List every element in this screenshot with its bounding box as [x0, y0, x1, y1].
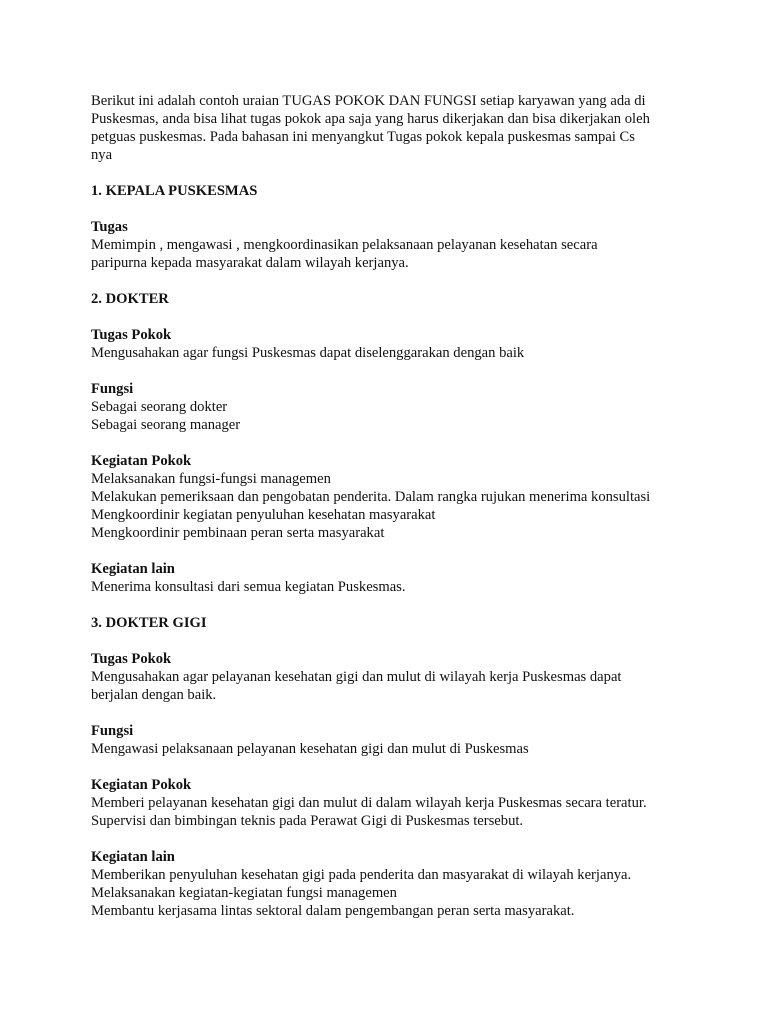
intro-line: Berikut ini adalah contoh uraian TUGAS POKOK DAN FUNGSI setiap karyawan yang ada di [91, 93, 646, 109]
intro-line: petguas puskesmas. Pada bahasan ini menyangkut Tugas pokok kepala puskesmas sampai Cs [91, 129, 635, 145]
body-line: Membantu kerjasama lintas sektoral dalam pengembangan peran serta masyarakat. [91, 903, 575, 919]
body-line: Mengkoordinir pembinaan peran serta masyarakat [91, 525, 385, 541]
body-line: Mengusahakan agar pelayanan kesehatan gigi dan mulut di wilayah kerja Puskesmas dapat [91, 669, 622, 685]
body-line: Menerima konsultasi dari semua kegiatan Puskesmas. [91, 579, 406, 595]
body-line: Mengkoordinir kegiatan penyuluhan kesehatan masyarakat [91, 507, 436, 523]
body-line: Supervisi dan bimbingan teknis pada Perawat Gigi di Puskesmas tersebut. [91, 813, 524, 829]
section-kepala-puskesmas [91, 182, 691, 272]
body-line: Mengawasi pelaksanaan pelayanan kesehatan gigi dan mulut di Puskesmas [91, 741, 529, 757]
body-line: Mengusahakan agar fungsi Puskesmas dapat diselenggarakan dengan baik [91, 345, 525, 361]
intro-paragraph [91, 92, 691, 164]
subsection-title: Kegiatan Pokok [91, 453, 192, 469]
subsection-title: Kegiatan lain [91, 849, 175, 865]
section-heading: 2. DOKTER [91, 291, 169, 307]
body-line: paripurna kepada masyarakat dalam wilayah kerjanya. [91, 255, 409, 271]
subsection-title: Fungsi [91, 381, 134, 397]
section-dokter-gigi [91, 614, 691, 920]
subsection-title: Kegiatan Pokok [91, 777, 192, 793]
section-heading: 3. DOKTER GIGI [91, 615, 207, 631]
subsection-title: Tugas [91, 219, 128, 235]
subsection-title: Tugas Pokok [91, 651, 172, 667]
intro-line: nya [91, 147, 113, 163]
body-line: Memberikan penyuluhan kesehatan gigi pada penderita dan masyarakat di wilayah kerjanya. [91, 867, 632, 883]
body-line: Memimpin , mengawasi , mengkoordinasikan pelaksanaan pelayanan kesehatan secara [91, 237, 598, 253]
section-dokter [91, 290, 691, 596]
body-line: berjalan dengan baik. [91, 687, 217, 703]
document-page [91, 92, 691, 920]
subsection-title: Kegiatan lain [91, 561, 175, 577]
body-line: Melakukan pemeriksaan dan pengobatan penderita. Dalam rangka rujukan menerima konsultasi [91, 489, 651, 505]
intro-line: Puskesmas, anda bisa lihat tugas pokok apa saja yang harus dikerjakan dan bisa dikerjakan oleh [91, 111, 650, 127]
subsection-title: Fungsi [91, 723, 134, 739]
body-line: Melaksanakan fungsi-fungsi managemen [91, 471, 331, 487]
subsection-title: Tugas Pokok [91, 327, 172, 343]
body-line: Melaksanakan kegiatan-kegiatan fungsi managemen [91, 885, 397, 901]
body-line: Sebagai seorang dokter [91, 399, 228, 415]
body-line: Sebagai seorang manager [91, 417, 241, 433]
section-heading: 1. KEPALA PUSKESMAS [91, 183, 258, 199]
body-line: Memberi pelayanan kesehatan gigi dan mulut di dalam wilayah kerja Puskesmas secara teratur. [91, 795, 647, 811]
